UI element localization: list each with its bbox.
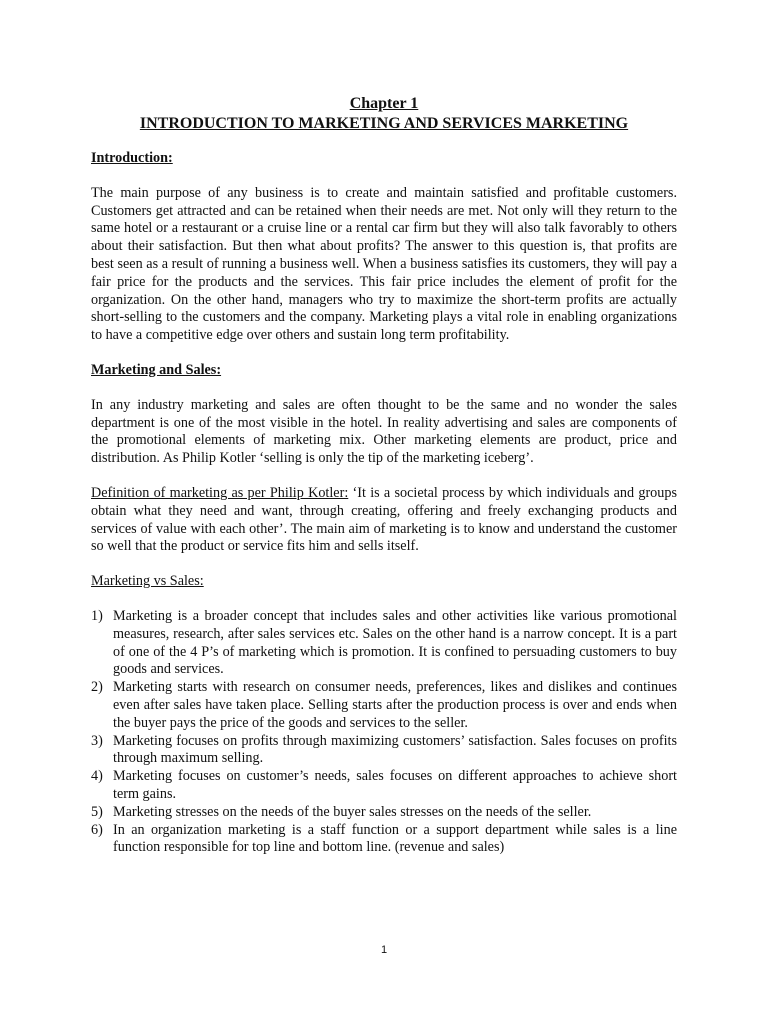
list-item-number: 3) <box>91 732 103 749</box>
list-item-text: In an organization marketing is a staff function or a support department while sales is a line function responsible for top line and bottom line. (revenue and sales) <box>113 821 677 856</box>
page-number: 1 <box>380 944 388 956</box>
marketing-and-sales-heading: Marketing and Sales: <box>91 361 222 378</box>
marketing-vs-sales-heading: Marketing vs Sales: <box>91 573 204 590</box>
list-item-text: Marketing focuses on profits through maximizing customers’ satisfaction. Sales focuses on profits through maximum selling. <box>113 732 677 767</box>
marketing-vs-sales-list <box>91 608 677 857</box>
definition-label: Definition of marketing as per Philip Kotler: <box>91 484 349 501</box>
list-item <box>91 822 677 858</box>
definition-text: ‘It is a societal process by which individuals and groups obtain what they need and want, through creating, offering and freely exchanging products and services of value with each other’. The main aim of marketing is to know and understand the customer so well that the product or service fits him and sells itself. <box>91 484 677 555</box>
list-item <box>91 768 677 804</box>
list-item-text: Marketing focuses on customer’s needs, sales focuses on different approaches to achieve short term gains. <box>113 768 677 802</box>
definition-paragraph <box>91 485 677 556</box>
list-item-text: Marketing is a broader concept that includes sales and other activities like various promotional measures, research, after sales services etc. Sales on the other hand is a narrow concept. It is a part of one of the 4 P’s of marketing which is promotion. It is confined to persuading customers to buy goods and services. <box>113 607 677 678</box>
list-item <box>91 608 677 679</box>
marketing-and-sales-paragraph: In any industry marketing and sales are often thought to be the same and no wonder the sales department is one of the most visible in the hotel. In reality advertising and sales are components of the promotional elements of marketing mix. Other marketing elements are product, price and distribution. As Philip Kotler ‘selling is only the tip of the marketing iceberg’. <box>91 396 677 467</box>
list-item-text: Marketing starts with research on consumer needs, preferences, likes and dislikes and continues even after sales have taken place. Selling starts after the production process is over and ends when the buyer pays the price of the goods and services to the seller. <box>113 679 677 731</box>
introduction-heading: Introduction: <box>91 150 173 166</box>
list-item-number: 2) <box>91 679 103 696</box>
list-item-number: 4) <box>91 768 103 785</box>
list-item-text: Marketing stresses on the needs of the buyer sales stresses on the needs of the seller. <box>113 803 592 820</box>
page-content <box>91 94 677 857</box>
list-item <box>91 679 677 732</box>
chapter-title: INTRODUCTION TO MARKETING AND SERVICES MARKETING <box>139 115 629 132</box>
list-item-number: 6) <box>91 821 103 838</box>
list-item <box>91 804 677 822</box>
introduction-paragraph: The main purpose of any business is to create and maintain satisfied and profitable customers. Customers get attracted and can be retained when their needs are met. Not only will they return to the same hotel or a restaurant or a cruise line or a rental car firm but they will also talk favorably to others about their satisfaction. But then what about profits? The answer to this question is, that profits are best seen as a result of running a business well. When a business satisfies its customers, they will pay a fair price for the products and the services. This fair price includes the element of profit for the organization. On the other hand, managers who try to maximize the short-term profits are actually short-selling to the customers and the company. Marketing plays a vital role in enabling organizations to have a competitive edge over others and sustain long term profitability. <box>91 184 677 344</box>
list-item-number: 5) <box>91 803 103 820</box>
chapter-label: Chapter 1 <box>349 95 419 112</box>
list-item-number: 1) <box>91 607 103 624</box>
list-item <box>91 733 677 769</box>
